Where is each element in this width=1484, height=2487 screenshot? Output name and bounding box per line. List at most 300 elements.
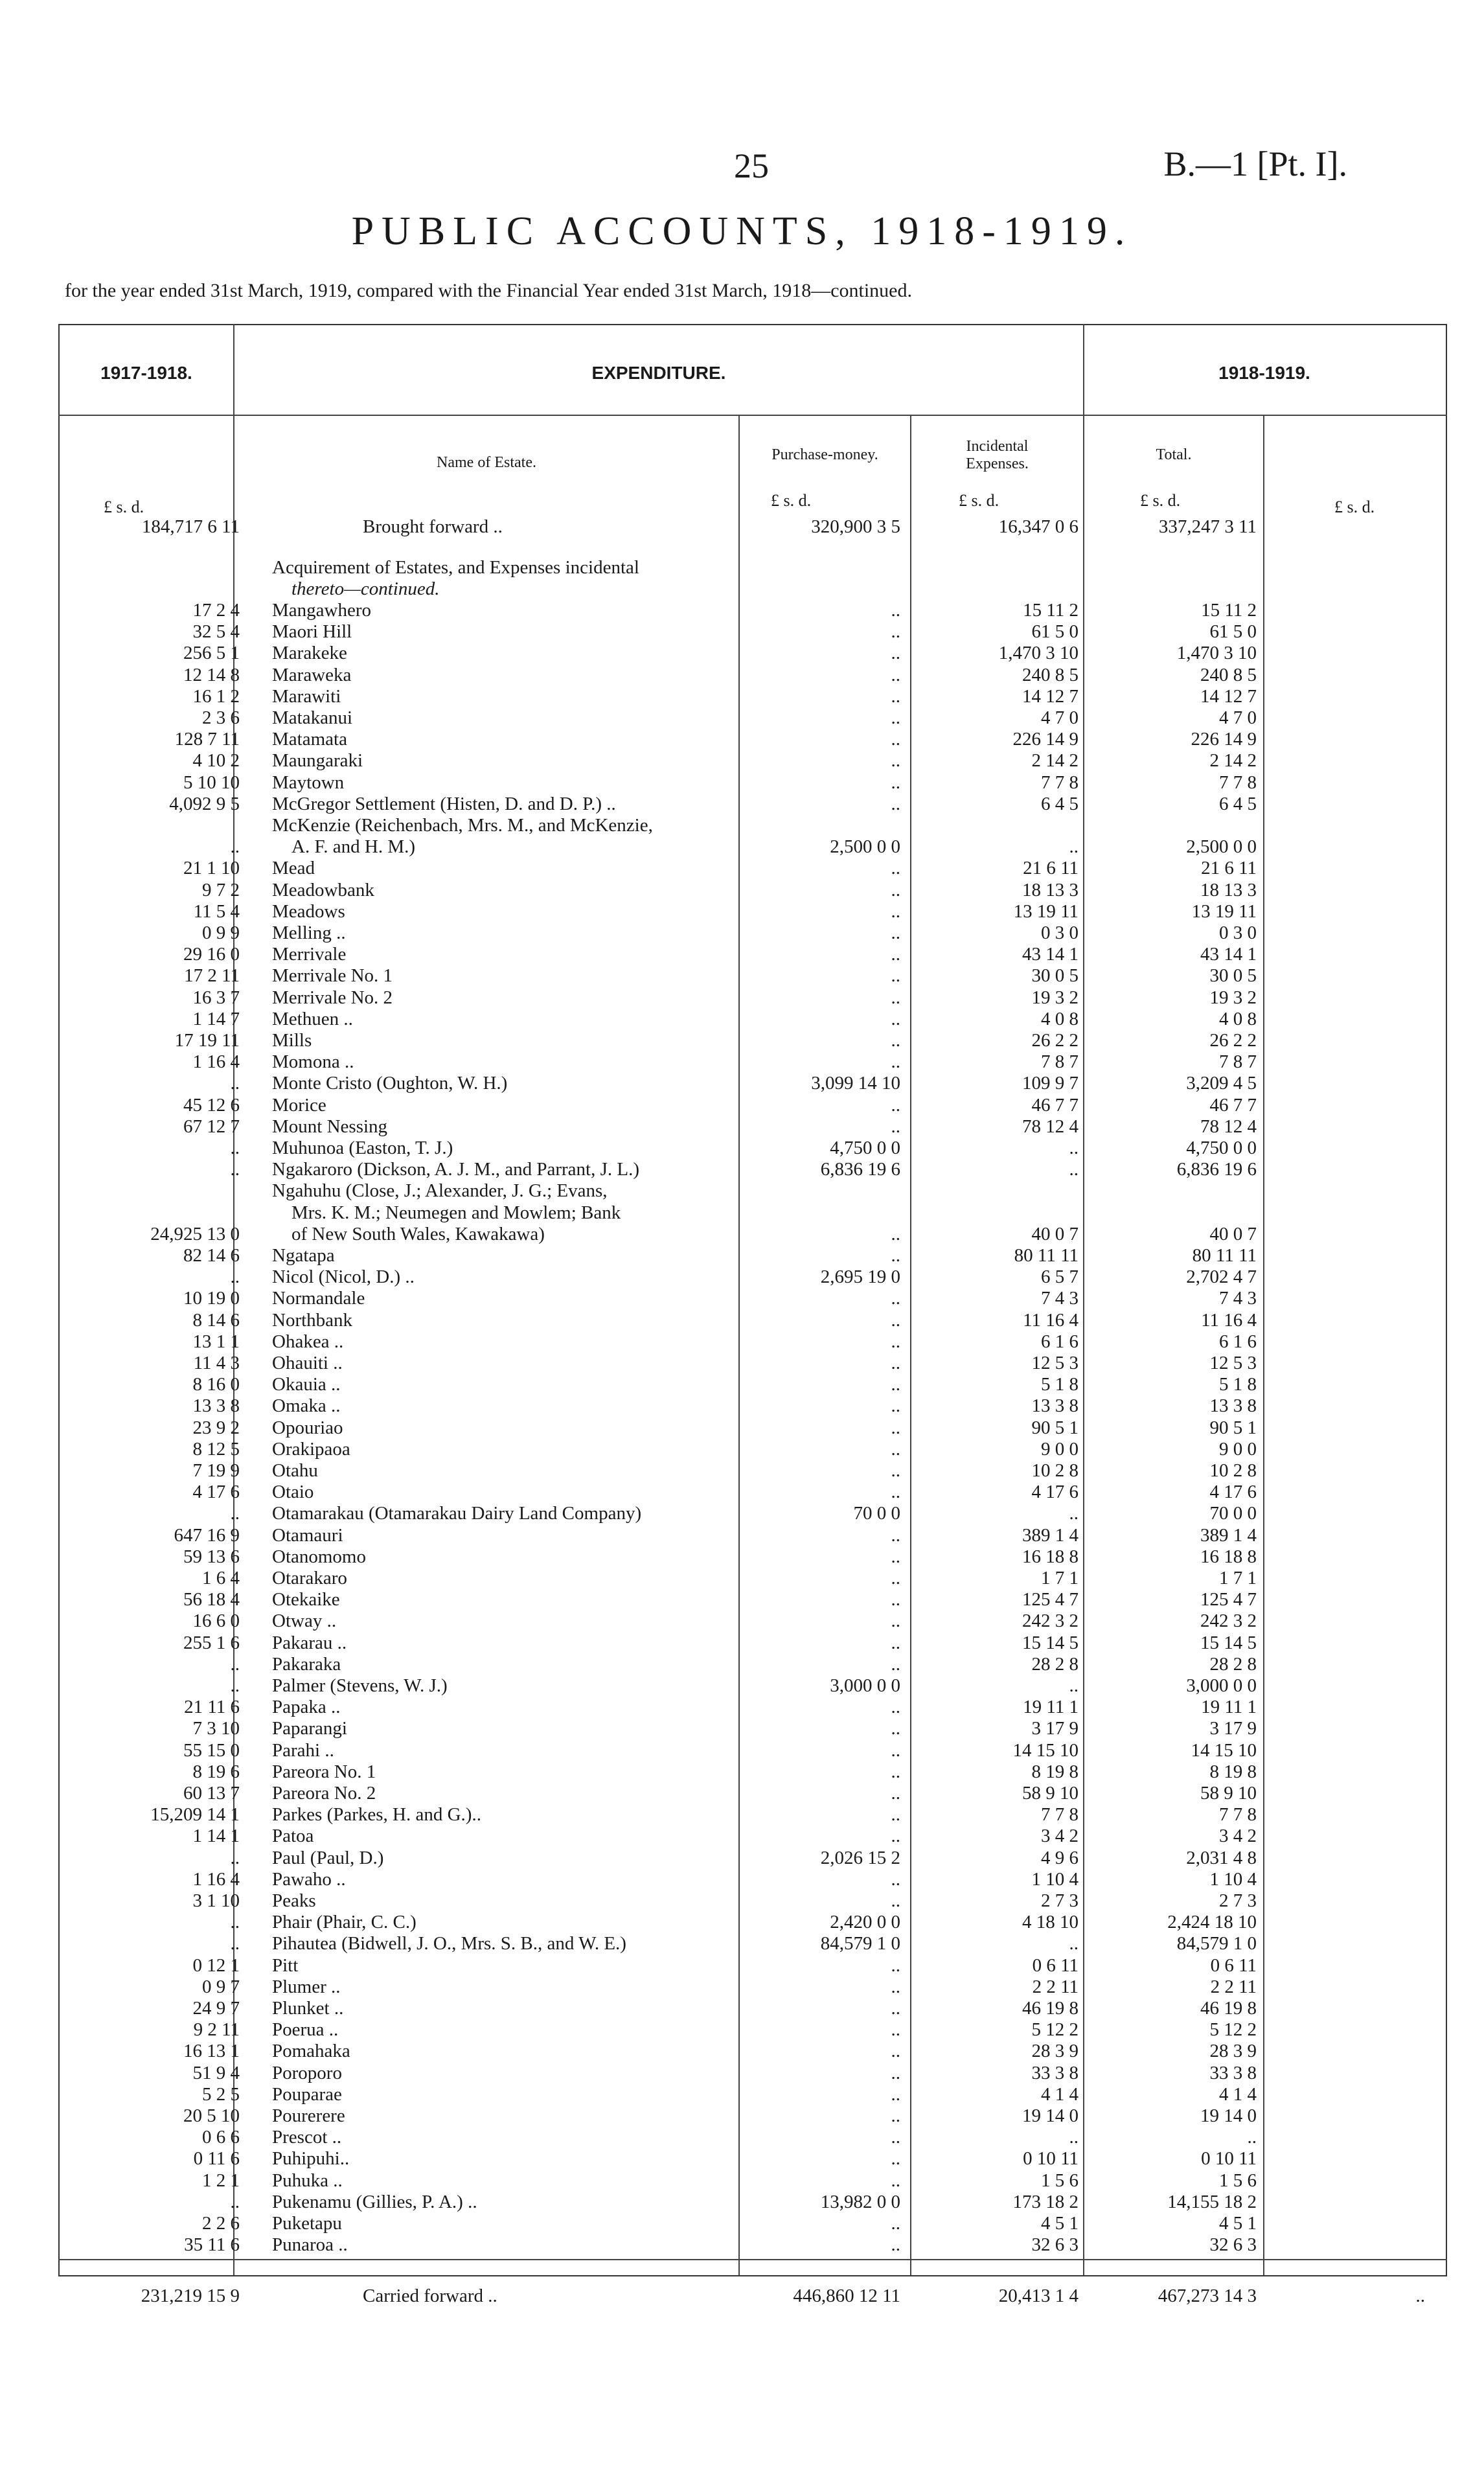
row-purchase-money: .. <box>891 1610 900 1632</box>
row-purchase-money: .. <box>891 1976 900 1997</box>
row-purchase-money: .. <box>891 858 900 879</box>
row-estate-name: Pihautea (Bidwell, J. O., Mrs. S. B., and W. E.) <box>272 1933 626 1954</box>
row-incidental-expenses: 19 3 2 <box>1031 987 1079 1008</box>
table-row <box>0 794 1484 815</box>
row-purchase-money: 6,836 19 6 <box>820 1159 900 1180</box>
table-row <box>0 1030 1484 1051</box>
row-estate-name: Okauia .. <box>272 1374 341 1395</box>
table-row <box>0 1718 1484 1739</box>
row-prev-year: 4,092 9 5 <box>169 793 240 814</box>
row-purchase-money: .. <box>891 923 900 943</box>
table-row <box>0 1955 1484 1977</box>
row-incidental-expenses: .. <box>1069 1675 1079 1696</box>
row-incidental-expenses: 15 14 5 <box>1022 1632 1079 1653</box>
row-prev-year: .. <box>230 1159 240 1180</box>
row-estate-name: McKenzie (Reichenbach, Mrs. M., and McKenzie, <box>272 815 653 836</box>
row-prev-year: 5 2 5 <box>202 2083 240 2105</box>
table-row <box>0 1977 1484 1998</box>
row-prev-year: 82 14 6 <box>183 1245 240 1266</box>
row-estate-name: Mangawhero <box>272 600 372 621</box>
row-prev-year: .. <box>230 1933 240 1954</box>
row-purchase-money: .. <box>891 1739 900 1761</box>
row-total: 13 3 8 <box>1209 1395 1257 1417</box>
row-incidental-expenses: 80 11 11 <box>1014 1245 1079 1266</box>
row-total: 242 3 2 <box>1200 1610 1257 1632</box>
row-total: 1 10 4 <box>1209 1868 1257 1890</box>
table-row <box>0 1740 1484 1761</box>
row-prev-year: 1 16 4 <box>192 1051 240 1073</box>
table-row <box>0 923 1484 944</box>
brought-forward-incidental: 16,347 0 6 <box>998 516 1079 537</box>
row-estate-name: Pitt <box>272 1954 299 1976</box>
row-prev-year: 12 14 8 <box>183 664 240 685</box>
row-incidental-expenses: 3 17 9 <box>1031 1718 1079 1739</box>
row-prev-year: 1 14 1 <box>192 1826 240 1847</box>
row-estate-name: Otekaike <box>272 1589 340 1610</box>
row-total: 7 4 3 <box>1219 1288 1257 1309</box>
row-prev-year: 17 2 11 <box>184 965 240 987</box>
row-estate-name: McGregor Settlement (Histen, D. and D. P.) .. <box>272 793 616 814</box>
row-total: .. <box>1247 2127 1257 2148</box>
row-purchase-money: .. <box>891 1460 900 1481</box>
row-prev-year: 13 1 1 <box>192 1331 240 1352</box>
row-prev-year: .. <box>230 1653 240 1675</box>
row-prev-year: 8 19 6 <box>192 1761 240 1782</box>
table-row <box>0 1460 1484 1482</box>
row-incidental-expenses: 13 19 11 <box>1013 900 1079 922</box>
row-incidental-expenses: 10 2 8 <box>1031 1460 1079 1481</box>
row-incidental-expenses: 173 18 2 <box>1012 2191 1079 2212</box>
table-row <box>0 2148 1484 2170</box>
row-total: 1 7 1 <box>1219 1568 1257 1588</box>
row-purchase-money: .. <box>891 1890 900 1911</box>
row-estate-name: Mead <box>272 858 315 879</box>
row-incidental-expenses: 90 5 1 <box>1031 1417 1079 1438</box>
row-total: 3 17 9 <box>1209 1718 1257 1739</box>
row-prev-year: 21 1 10 <box>183 858 240 879</box>
row-estate-name: Pomahaka <box>272 2041 350 2062</box>
row-purchase-money: 2,420 0 0 <box>830 1912 900 1933</box>
row-purchase-money: .. <box>891 1245 900 1266</box>
row-estate-name: Meadows <box>272 900 345 922</box>
row-prev-year: 24,925 13 0 <box>150 1223 240 1244</box>
row-purchase-money: .. <box>891 2170 900 2191</box>
row-estate-name: Pareora No. 1 <box>272 1761 376 1782</box>
row-incidental-expenses: .. <box>1069 1503 1079 1524</box>
section-heading-text-2: thereto—continued. <box>291 579 440 599</box>
table-row <box>0 1546 1484 1568</box>
table-row <box>0 1417 1484 1439</box>
row-total: 15 11 2 <box>1201 600 1257 621</box>
table-row <box>0 1525 1484 1546</box>
table-row <box>0 987 1484 1009</box>
row-prev-year: 256 5 1 <box>183 643 240 664</box>
row-purchase-money <box>742 1180 900 1202</box>
row-incidental-expenses: 58 9 10 <box>1022 1783 1079 1804</box>
row-total <box>1095 1180 1257 1202</box>
row-purchase-money: .. <box>891 2105 900 2126</box>
row-incidental-expenses: 5 1 8 <box>1041 1374 1079 1395</box>
row-estate-name: Paul (Paul, D.) <box>272 1847 384 1868</box>
row-purchase-money: .. <box>891 2148 900 2170</box>
row-prev-year: .. <box>230 836 240 858</box>
row-prev-year: 4 10 2 <box>192 750 240 772</box>
table-row <box>0 1331 1484 1353</box>
row-purchase-money: 2,026 15 2 <box>820 1847 900 1868</box>
row-prev-year: 51 9 4 <box>192 2062 240 2083</box>
table-row <box>0 2105 1484 2127</box>
row-estate-name: Normandale <box>272 1288 365 1309</box>
row-total: 2,424 18 10 <box>1167 1912 1257 1933</box>
row-purchase-money: .. <box>891 1718 900 1739</box>
table-row <box>0 1266 1484 1288</box>
row-prev-year: 11 4 3 <box>193 1353 240 1373</box>
row-total: 6 4 5 <box>1219 793 1257 814</box>
row-total: 1 5 6 <box>1219 2170 1257 2191</box>
row-estate-name: Orakipaoa <box>272 1438 350 1460</box>
table-row <box>0 815 1484 836</box>
row-estate-name: Puhipuhi.. <box>272 2148 350 2170</box>
total-units: £ s. d. <box>1140 491 1181 510</box>
row-incidental-expenses: 4 17 6 <box>1031 1482 1079 1503</box>
table-row <box>0 1482 1484 1503</box>
row-estate-name: Parkes (Parkes, H. and G.).. <box>272 1804 481 1826</box>
row-total: 15 14 5 <box>1200 1632 1257 1653</box>
row-prev-year: 9 7 2 <box>202 879 240 900</box>
row-purchase-money: .. <box>891 1697 900 1718</box>
row-purchase-money: .. <box>891 1632 900 1653</box>
row-incidental-expenses: 26 2 2 <box>1031 1030 1079 1051</box>
row-purchase-money: .. <box>891 1568 900 1588</box>
carried-forward-row <box>0 2286 1484 2307</box>
row-total: 5 12 2 <box>1209 2019 1257 2041</box>
carried-forward-incidental: 20,413 1 4 <box>998 2286 1079 2306</box>
row-total: 32 6 3 <box>1209 2234 1257 2256</box>
row-prev-year: 8 16 0 <box>192 1374 240 1395</box>
row-total: 8 19 8 <box>1209 1761 1257 1782</box>
row-estate-name: Maungaraki <box>272 750 363 772</box>
row-total: 4 17 6 <box>1209 1482 1257 1503</box>
row-prev-year: 60 13 7 <box>183 1783 240 1804</box>
table-row <box>0 2170 1484 2192</box>
row-incidental-expenses: 9 0 0 <box>1041 1438 1079 1460</box>
brought-forward-prev: 184,717 6 11 <box>141 516 240 537</box>
row-incidental-expenses: 389 1 4 <box>1022 1524 1079 1546</box>
row-estate-name: Pakarau .. <box>272 1632 347 1653</box>
row-total: 84,579 1 0 <box>1176 1933 1257 1954</box>
row-estate-name: Ngahuhu (Close, J.; Alexander, J. G.; Evans, <box>272 1180 608 1202</box>
table-row <box>0 1589 1484 1610</box>
row-estate-name: Pourerere <box>272 2105 345 2126</box>
row-prev-year: 8 12 5 <box>192 1438 240 1460</box>
header-divider <box>58 415 1447 416</box>
row-estate-name: Plunket .. <box>272 1998 344 2019</box>
row-purchase-money: .. <box>891 664 900 685</box>
row-total: 0 6 11 <box>1210 1954 1257 1976</box>
table-row <box>0 1675 1484 1697</box>
row-purchase-money: .. <box>891 1094 900 1116</box>
row-purchase-money: .. <box>891 987 900 1008</box>
table-row <box>0 665 1484 686</box>
row-prev-year: 4 17 6 <box>192 1482 240 1503</box>
row-purchase-money: .. <box>891 1331 900 1352</box>
row-estate-name: Mount Nessing <box>272 1116 388 1137</box>
row-estate-name: Palmer (Stevens, W. J.) <box>272 1675 448 1696</box>
row-estate-name: Ngatapa <box>272 1245 335 1266</box>
row-total: 43 14 1 <box>1200 944 1257 965</box>
row-purchase-money: .. <box>891 2127 900 2148</box>
row-estate-name: Pukenamu (Gillies, P. A.) .. <box>272 2191 477 2212</box>
brought-forward-total: 337,247 3 11 <box>1158 516 1257 537</box>
brought-forward-purchase: 320,900 3 5 <box>811 516 900 537</box>
table-row <box>0 2084 1484 2105</box>
row-estate-name: Paparangi <box>272 1718 347 1739</box>
row-estate-name: Matakanui <box>272 707 353 728</box>
row-incidental-expenses: 6 1 6 <box>1041 1331 1079 1352</box>
row-total: 2 14 2 <box>1209 750 1257 772</box>
row-estate-name: Puhuka .. <box>272 2170 343 2191</box>
row-incidental-expenses: .. <box>1069 1138 1079 1158</box>
row-incidental-expenses: 12 5 3 <box>1031 1353 1079 1373</box>
row-incidental-expenses: 33 3 8 <box>1031 2062 1079 2083</box>
row-purchase-money: 2,695 19 0 <box>820 1266 900 1288</box>
row-total: 61 5 0 <box>1209 621 1257 643</box>
table-row <box>0 901 1484 923</box>
row-incidental-expenses: 21 6 11 <box>1023 858 1079 879</box>
incidental-column-heading-line1: Incidental <box>966 438 1029 455</box>
row-purchase-money: .. <box>891 1353 900 1373</box>
row-incidental-expenses: 0 10 11 <box>1023 2148 1079 2170</box>
row-prev-year: 67 12 7 <box>183 1116 240 1137</box>
table-row <box>0 750 1484 772</box>
row-purchase-money: .. <box>891 729 900 750</box>
purchase-units: £ s. d. <box>771 491 812 510</box>
row-purchase-money: .. <box>891 772 900 793</box>
row-estate-name: Marakeke <box>272 643 347 664</box>
row-prev-year: 0 9 9 <box>202 923 240 943</box>
row-total: 40 0 7 <box>1209 1223 1257 1244</box>
row-prev-year <box>78 1180 240 1202</box>
row-incidental-expenses: 4 0 8 <box>1041 1008 1079 1029</box>
row-purchase-money: .. <box>891 1482 900 1503</box>
row-purchase-money <box>742 815 900 836</box>
section-heading-line2 <box>0 579 1484 600</box>
row-total: 78 12 4 <box>1200 1116 1257 1137</box>
table-row <box>0 2234 1484 2256</box>
row-purchase-money: .. <box>891 685 900 707</box>
row-total: 4 5 1 <box>1219 2213 1257 2234</box>
row-total: 11 16 4 <box>1201 1309 1257 1331</box>
row-total: 9 0 0 <box>1219 1438 1257 1460</box>
row-estate-name: Otarakaro <box>272 1568 347 1588</box>
row-purchase-money: 70 0 0 <box>853 1503 900 1524</box>
row-total: 7 8 7 <box>1219 1051 1257 1073</box>
row-incidental-expenses: 3 4 2 <box>1041 1826 1079 1847</box>
row-estate-name: Pakaraka <box>272 1653 341 1675</box>
row-total: 14 15 10 <box>1191 1739 1257 1761</box>
row-total: 12 5 3 <box>1209 1353 1257 1373</box>
purchase-column-heading: Purchase-money. <box>771 446 878 463</box>
row-incidental-expenses: 6 4 5 <box>1041 793 1079 814</box>
row-purchase-money: 3,099 14 10 <box>811 1073 900 1094</box>
row-prev-year: .. <box>230 1847 240 1868</box>
carried-forward-last: .. <box>1415 2286 1425 2306</box>
row-prev-year: .. <box>230 1503 240 1524</box>
table-row <box>0 2019 1484 2041</box>
row-estate-name: Merrivale No. 2 <box>272 987 393 1008</box>
row-prev-year <box>78 1202 240 1224</box>
row-total: 19 11 1 <box>1201 1697 1257 1718</box>
row-prev-year <box>78 815 240 836</box>
row-incidental-expenses: 40 0 7 <box>1031 1223 1079 1244</box>
row-estate-name: Otamauri <box>272 1524 343 1546</box>
row-prev-year: 56 18 4 <box>183 1589 240 1610</box>
brought-forward-row <box>0 516 1484 538</box>
row-total: 90 5 1 <box>1209 1417 1257 1438</box>
row-incidental-expenses: 1 10 4 <box>1031 1868 1079 1890</box>
row-purchase-money: 13,982 0 0 <box>820 2191 900 2212</box>
row-incidental-expenses <box>917 815 1079 836</box>
carried-forward-prev: 231,219 15 9 <box>141 2286 240 2306</box>
prev-year-heading: 1917-1918. <box>100 363 192 383</box>
row-estate-name: Ngakaroro (Dickson, A. J. M., and Parrant, J. L.) <box>272 1159 640 1180</box>
row-incidental-expenses: 1 5 6 <box>1041 2170 1079 2191</box>
row-prev-year: .. <box>230 2191 240 2212</box>
row-incidental-expenses: 61 5 0 <box>1031 621 1079 643</box>
row-incidental-expenses: 14 15 10 <box>1012 1739 1079 1761</box>
row-prev-year: .. <box>230 1675 240 1696</box>
row-total: 7 7 8 <box>1219 1804 1257 1826</box>
row-incidental-expenses: 242 3 2 <box>1022 1610 1079 1632</box>
row-purchase-money: .. <box>891 965 900 987</box>
row-incidental-expenses: 1,470 3 10 <box>998 643 1079 664</box>
row-estate-name: Northbank <box>272 1309 353 1331</box>
row-prev-year: 10 19 0 <box>183 1288 240 1309</box>
row-estate-name: Momona .. <box>272 1051 354 1073</box>
row-incidental-expenses: 7 7 8 <box>1041 772 1079 793</box>
table-row <box>0 1009 1484 1030</box>
row-purchase-money: .. <box>891 621 900 643</box>
row-total: 4 7 0 <box>1219 707 1257 728</box>
row-total: 7 7 8 <box>1219 772 1257 793</box>
row-incidental-expenses: 32 6 3 <box>1031 2234 1079 2256</box>
row-prev-year: 17 19 11 <box>174 1030 240 1051</box>
row-prev-year: 16 3 7 <box>192 987 240 1008</box>
table-row <box>0 1890 1484 1912</box>
row-estate-name: Nicol (Nicol, D.) .. <box>272 1266 415 1288</box>
table-row <box>0 1804 1484 1826</box>
row-incidental-expenses: 7 4 3 <box>1041 1288 1079 1309</box>
page-number: 25 <box>734 146 769 185</box>
row-total: 4,750 0 0 <box>1186 1138 1257 1158</box>
row-total: 18 13 3 <box>1200 879 1257 900</box>
row-purchase-money: .. <box>891 750 900 772</box>
row-prev-year: .. <box>230 1138 240 1158</box>
row-estate-name: Opouriao <box>272 1417 343 1438</box>
row-prev-year: .. <box>230 1073 240 1094</box>
carried-forward-purchase: 446,860 12 11 <box>793 2286 900 2306</box>
row-purchase-money: 4,750 0 0 <box>830 1138 900 1158</box>
row-total: 2,500 0 0 <box>1186 836 1257 858</box>
row-purchase-money: .. <box>891 1116 900 1137</box>
row-purchase-money <box>742 1202 900 1224</box>
row-prev-year: 23 9 2 <box>192 1417 240 1438</box>
row-prev-year: 55 15 0 <box>183 1739 240 1761</box>
table-row <box>0 2041 1484 2062</box>
table-row <box>0 1180 1484 1202</box>
row-estate-name: Mrs. K. M.; Neumegen and Mowlem; Bank <box>291 1202 621 1223</box>
row-total: 28 2 8 <box>1209 1653 1257 1675</box>
row-purchase-money: .. <box>891 944 900 965</box>
row-estate-name: Otahu <box>272 1460 318 1481</box>
row-total: 240 8 5 <box>1200 664 1257 685</box>
row-incidental-expenses: .. <box>1069 1159 1079 1180</box>
row-estate-name: Peaks <box>272 1890 316 1911</box>
row-incidental-expenses: .. <box>1069 1933 1079 1954</box>
table-row <box>0 1073 1484 1094</box>
table-row <box>0 1912 1484 1933</box>
table-row <box>0 1202 1484 1224</box>
row-purchase-money: .. <box>891 1417 900 1438</box>
curr-year-heading: 1918-1919. <box>1218 363 1310 383</box>
row-incidental-expenses: 13 3 8 <box>1031 1395 1079 1417</box>
row-estate-name: Poerua .. <box>272 2019 339 2041</box>
row-incidental-expenses: .. <box>1069 836 1079 858</box>
row-purchase-money: .. <box>891 2019 900 2041</box>
row-incidental-expenses: 16 18 8 <box>1022 1546 1079 1567</box>
row-total: 0 3 0 <box>1219 923 1257 943</box>
row-prev-year: 0 6 6 <box>202 2127 240 2148</box>
row-total: 3,209 4 5 <box>1186 1073 1257 1094</box>
row-purchase-money: .. <box>891 1761 900 1782</box>
table-row <box>0 1374 1484 1395</box>
row-incidental-expenses: 19 11 1 <box>1023 1697 1079 1718</box>
table-row <box>0 1503 1484 1524</box>
table-row <box>0 643 1484 664</box>
row-estate-name: Matamata <box>272 729 347 750</box>
row-estate-name: Otanomomo <box>272 1546 366 1567</box>
page-subtitle: for the year ended 31st March, 1919, compared with the Financial Year ended 31st March, 1918—continued. <box>65 280 912 301</box>
row-incidental-expenses: 30 0 5 <box>1031 965 1079 987</box>
row-estate-name: Otaio <box>272 1482 314 1503</box>
row-estate-name: Marawiti <box>272 685 341 707</box>
row-purchase-money: .. <box>891 1288 900 1309</box>
row-incidental-expenses: 0 3 0 <box>1041 923 1079 943</box>
row-total: 21 6 11 <box>1201 858 1257 879</box>
row-prev-year: 0 11 6 <box>193 2148 240 2170</box>
carried-rule <box>58 2259 1447 2260</box>
row-prev-year: 35 11 6 <box>184 2234 240 2256</box>
table-row <box>0 1395 1484 1417</box>
row-total: 389 1 4 <box>1200 1524 1257 1546</box>
row-prev-year: 0 9 7 <box>202 1976 240 1997</box>
table-row <box>0 1697 1484 1718</box>
row-purchase-money: .. <box>891 1653 900 1675</box>
row-incidental-expenses: 19 14 0 <box>1022 2105 1079 2126</box>
row-total: 3,000 0 0 <box>1186 1675 1257 1696</box>
row-purchase-money: 2,500 0 0 <box>830 836 900 858</box>
row-estate-name: Plumer .. <box>272 1976 341 1997</box>
row-incidental-expenses: 46 7 7 <box>1031 1094 1079 1116</box>
row-estate-name: Otamarakau (Otamarakau Dairy Land Company) <box>272 1503 642 1524</box>
row-estate-name: Ohauiti .. <box>272 1353 343 1373</box>
table-row <box>0 707 1484 729</box>
table-row <box>0 836 1484 858</box>
row-incidental-expenses: 46 19 8 <box>1022 1998 1079 2019</box>
table-row <box>0 965 1484 987</box>
row-purchase-money: .. <box>891 2041 900 2062</box>
row-prev-year: 15,209 14 1 <box>150 1804 240 1826</box>
